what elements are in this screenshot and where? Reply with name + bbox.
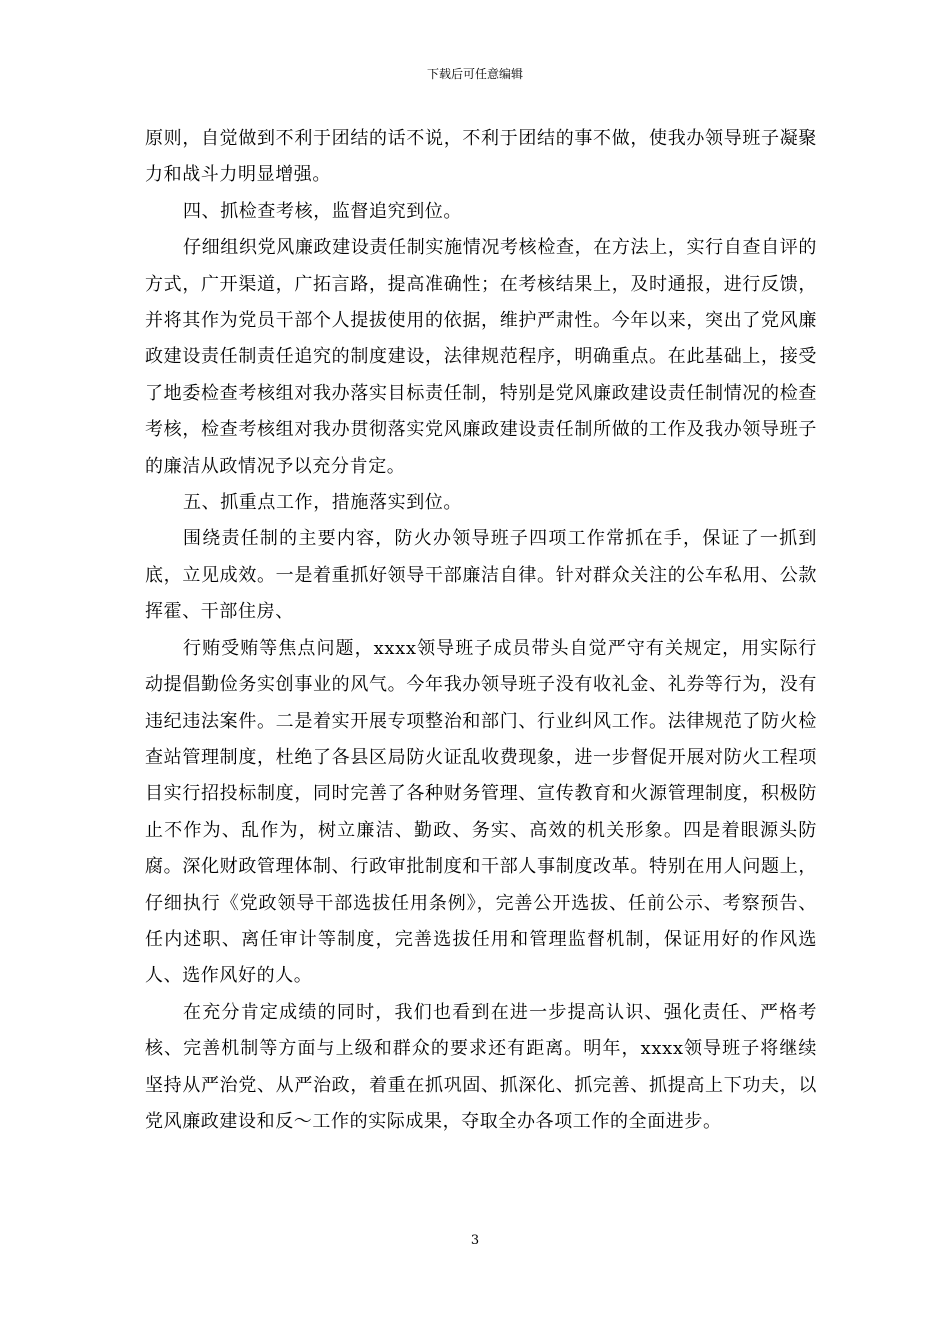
- paragraph-5: 围绕责任制的主要内容，防火办领导班子四项工作常抓在手，保证了一抓到底，立见成效。一是着重抓好领导干部廉洁自律。针对群众关注的公车私用、公款挥霍、干部住房、: [145, 528, 817, 623]
- section-heading-5: 五、抓重点工作，措施落实到位。: [183, 492, 462, 514]
- document-body: [145, 121, 817, 1140]
- page-header: 下载后可任意编辑: [426, 67, 523, 81]
- paragraph-1: 原则，自觉做到不利于团结的话不说，不利于团结的事不做，使我办领导班子凝聚力和战斗力明显增强。: [145, 128, 817, 186]
- page-number: 3: [470, 1233, 480, 1248]
- section-heading-4: 四、抓检查考核，监督追究到位。: [183, 200, 462, 222]
- paragraph-6: 行贿受贿等焦点问题，xxxx领导班子成员带头自觉严守有关规定，用实际行动提倡勤俭务实创事业的风气。今年我办领导班子没有收礼金、礼券等行为，没有违纪违法案件。二是着实开展专项整治和部门、行业纠风工作。法律规范了防火检查站管理制度，杜绝了各县区局防火证乱收费现象，进一步督促开展对防火工程项目实行招投标制度，同时完善了各种财务管理、宣传教育和火源管理制度，积极防止不作为、乱作为，树立廉洁、勤政、务实、高效的机关形象。四是着眼源头防腐。深化财政管理体制、行政审批制度和干部人事制度改革。特别在用人问题上，仔细执行《党政领导干部选拔任用条例》，完善公开选拔、任前公示、考察预告、任内述职、离任审计等制度，完善选拔任用和管理监督机制，保证用好的作风选人、选作风好的人。: [145, 637, 817, 987]
- paragraph-7: 在充分肯定成绩的同时，我们也看到在进一步提高认识、强化责任、严格考核、完善机制等方面与上级和群众的要求还有距离。明年，xxxx领导班子将继续坚持从严治党、从严治政，着重在抓巩固、抓深化、抓完善、抓提高上下功夫，以党风廉政建设和反～工作的实际成果，夺取全办各项工作的全面进步。: [145, 1001, 817, 1132]
- paragraph-3: 仔细组织党风廉政建设责任制实施情况考核检查，在方法上，实行自查自评的方式，广开渠道，广拓言路，提高准确性；在考核结果上，及时通报，进行反馈，并将其作为党员干部个人提拔使用的依据，维护严肃性。今年以来，突出了党风廉政建设责任制责任追究的制度建设，法律规范程序，明确重点。在此基础上，接受了地委检查考核组对我办落实目标责任制，特别是党风廉政建设责任制情况的检查考核，检查考核组对我办贯彻落实党风廉政建设责任制所做的工作及我办领导班子的廉洁从政情况予以充分肯定。: [145, 237, 817, 477]
